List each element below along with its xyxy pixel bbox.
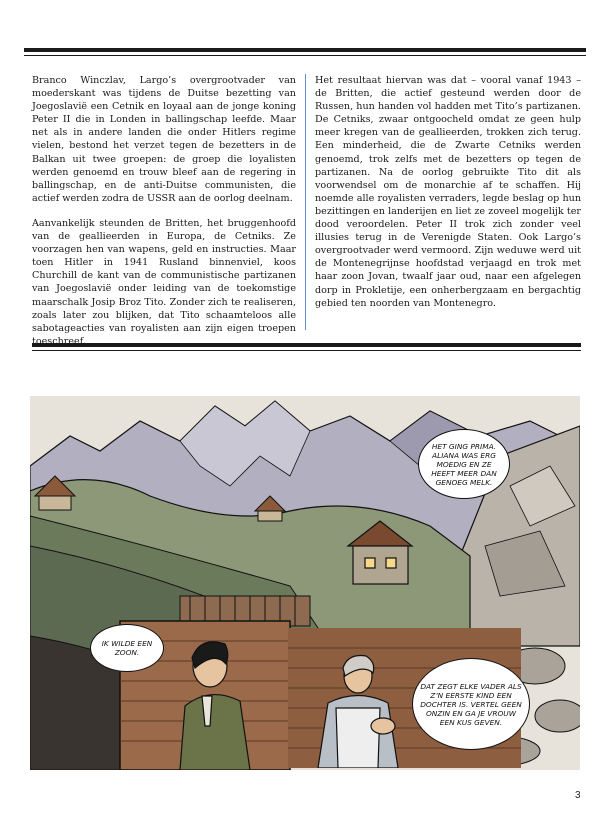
comic-panel (30, 396, 580, 770)
page-number: 3 (575, 790, 581, 801)
column-divider (305, 74, 306, 330)
top-rule (24, 48, 586, 56)
bottom-rule (32, 343, 581, 351)
speech-bubble-bottom-right: DAT ZEGT ELKE VADER ALS Z’N EERSTE KIND EEN DOCHTER IS. VERTEL GEEN ONZIN EN GA JE VROUW EEN KUS GEVEN. (412, 658, 530, 750)
speech-bubble-top-right: HET GING PRIMA. ALIANA WAS ERG MOEDIG EN ZE HEEFT MEER DAN GENOEG MELK. (418, 429, 510, 499)
text-column-right (315, 74, 581, 322)
paragraph: Het resultaat hiervan was dat – vooral vanaf 1943 – de Britten, die actief gesteund werden door de Russen, hun handen vol hadden met Tito’s partizanen. De Cetniks, zwaar ontgoocheld omdat ze geen hulp meer kregen van de geallieerden, trokken zich terug. Een minderheid, die de Zwarte Cetniks werden genoemd, trok zelfs met de bezetters op tegen de partizanen. Na de oorlog gebruikte Tito dit als voorwendsel om de monarchie af te schaffen. Hij noemde alle royalisten verraders, legde beslag op hun bezittingen en landerijen en liet ze zoveel mogelijk ter dood veroordelen. Peter II trok zich zonder veel illusies terug in de Verenigde Staten. Ook Largo’s overgrootvader werd vermoord. Zijn weduwe werd uit de Montenegrijnse hoofdstad verjaagd en trok met haar zoon Jovan, twaalf jaar oud, naar een afgelegen dorp in Prokletije, een onherbergzaam en bergachtig gebied ten noorden van Montenegro. (315, 75, 581, 309)
paragraph: Aanvankelijk steunden de Britten, het bruggenhoofd van de geallieerden in Europa, de Cetniks. Ze voorzagen hen van wapens, geld en instructies. Maar toen Hitler in 1941 Rusland binnenviel, koos Churchill de kant van de communistische partizanen van Joegoslavië onder leiding van de toekomstige maarschalk Josip Broz Tito. Zonder zich te realiseren, zoals later zou blijken, dat Tito schaamteloos alle sabotageacties van royalisten aan zijn eigen troepen toeschreef. (32, 217, 296, 347)
speech-bubble-left: IK WILDE EEN ZOON. (90, 624, 164, 672)
text-column-left (32, 74, 296, 360)
paragraph: Branco Winczlav, Largo’s overgrootvader van moederskant was tijdens de Duitse bezetting van Joegoslavië een Cetnik en loyaal aan de jonge koning Peter II die in Londen in ballingschap leefde. Maar net als in andere landen die onder Hitlers regime vielen, bestond het verzet tegen de bezetters in de Balkan uit twee groepen: de groep die loyalisten werden genoemd en trouw bleef aan de regering in ballingschap, en de anti-Duitse communisten, die actief werden zodra de USSR aan de oorlog deelnam. (32, 75, 296, 204)
